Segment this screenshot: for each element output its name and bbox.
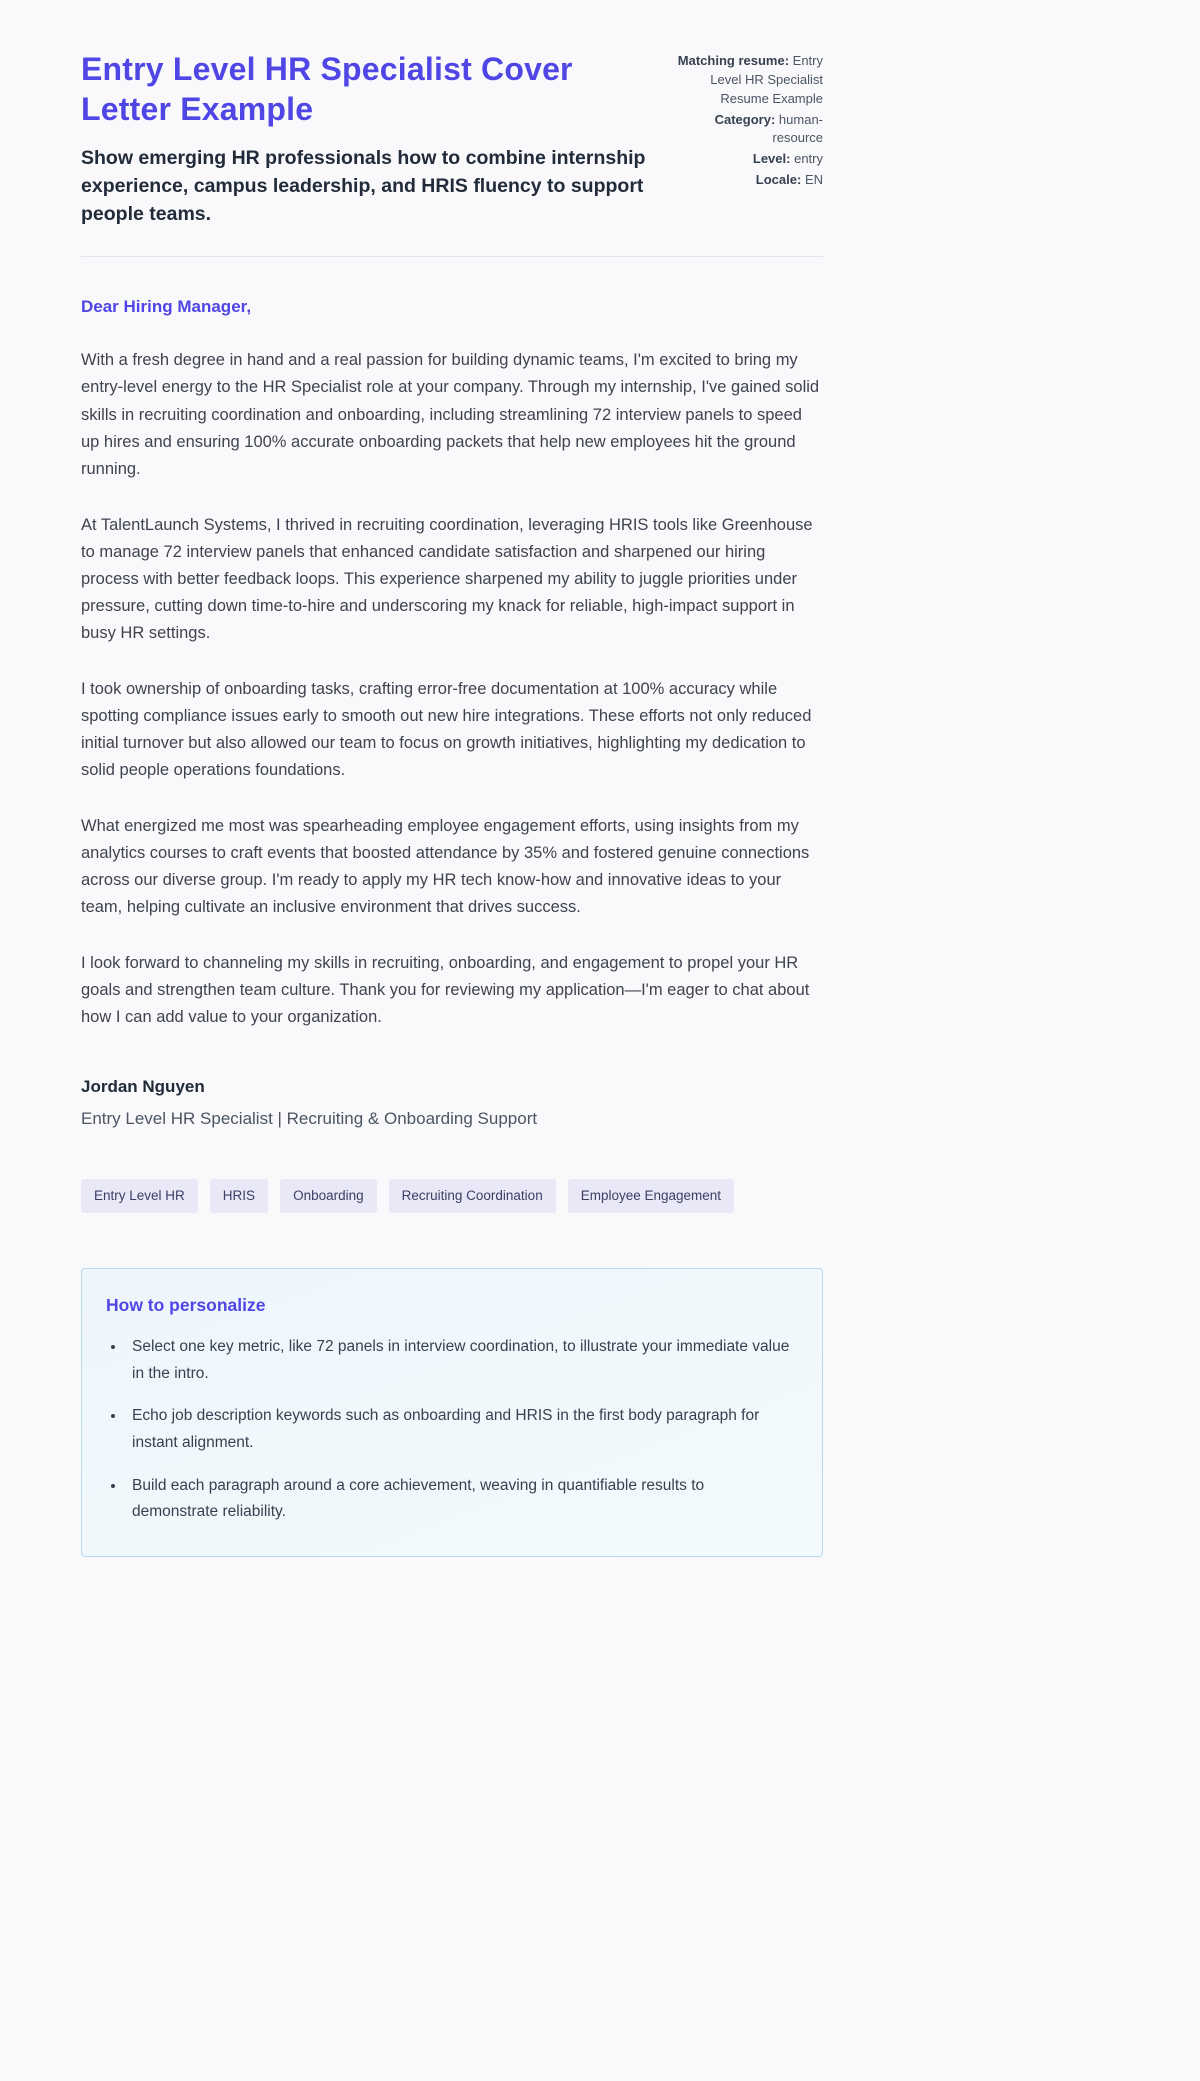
tag-onboarding[interactable]: Onboarding (280, 1179, 377, 1213)
letter-paragraph-1: With a fresh degree in hand and a real passion for building dynamic teams, I'm excited to bring my entry-level energy to the HR Specialist role at your company. Through my internship, I've gained solid skills in recruiting coordination and onboarding, including streamlining 72 interview panels to speed up hires and ensuring 100% accurate onboarding packets that help new employees hit the ground running. (81, 351, 820, 478)
tip-item-1: • Select one key metric, like 72 panels in interview coordination, to illustrate your immediate value in the intro. (126, 1334, 794, 1387)
meta-label: Locale: (755, 172, 802, 188)
meta-label: Matching resume: (677, 53, 790, 68)
meta-value: Entry Level HR Specialist Resume Example (710, 53, 823, 106)
meta-value: entry (794, 151, 823, 167)
meta-category (671, 111, 823, 149)
page-subtitle: Show emerging HR professionals how to combine internship experience, campus leadership, and HRIS fluency to support people teams. (81, 147, 646, 225)
tip-item-2: • Echo job description keywords such as onboarding and HRIS in the first body paragraph for instant alignment. (126, 1403, 794, 1456)
meta-matching-resume (671, 52, 823, 109)
meta-value: human-resource (772, 111, 823, 146)
letter-paragraph-4: What energized me most was spearheading employee engagement efforts, using insights from my analytics courses to craft events that boosted attendance by 35% and fostered genuine connections across our diverse group. I'm ready to apply my HR tech know-how and innovative ideas to your team, helping cultivate an inclusive environment that drives success. (81, 817, 810, 917)
meta-level (671, 150, 823, 169)
header-title-block (81, 50, 653, 228)
tip-item-3: • Build each paragraph around a core achievement, weaving in quantifiable results to demonstrate reliability. (126, 1473, 794, 1526)
signature-name: Jordan Nguyen (81, 1077, 205, 1097)
meta-locale (671, 171, 823, 190)
letter-paragraph-3: I took ownership of onboarding tasks, crafting error-free documentation at 100% accuracy while spotting compliance issues early to smooth out new hire integrations. These efforts not only reduced initial turnover but also allowed our team to focus on growth initiatives, highlighting my dedication to solid people operations foundations. (81, 679, 812, 780)
letter-paragraph-2: At TalentLaunch Systems, I thrived in recruiting coordination, leveraging HRIS tools like Greenhouse to manage 72 interview panels that enhanced candidate satisfaction and sharpened our hiring process with better feedback loops. This experience sharpened my ability to juggle priorities under pressure, cutting down time-to-hire and underscoring my knack for reliable, high-impact support in busy HR settings. (81, 515, 813, 642)
header-divider (81, 256, 823, 257)
salutation: Dear Hiring Manager, (81, 297, 252, 317)
signature-role: Entry Level HR Specialist | Recruiting & Onboarding Support (81, 1109, 538, 1129)
letter-paragraph-5: I look forward to channeling my skills in recruiting, onboarding, and engagement to propel your HR goals and strengthen team culture. Thank you for reviewing my application—I'm eager to chat about how I can add value to your organization. (81, 954, 810, 1027)
header (81, 50, 823, 228)
tag-entry-level-hr[interactable]: Entry Level HR (81, 1179, 198, 1213)
meta-label: Category: (714, 111, 776, 127)
page-title: Entry Level HR Specialist Cover Letter Example (81, 51, 573, 127)
meta-panel (671, 50, 823, 192)
tips-heading: How to personalize (106, 1294, 266, 1315)
meta-value: EN (804, 172, 823, 188)
tips-panel (81, 1268, 823, 1557)
tag-recruiting-coordination[interactable]: Recruiting Coordination (389, 1179, 556, 1213)
tag-hris[interactable]: HRIS (210, 1179, 268, 1213)
tag-list (81, 1179, 823, 1213)
content-container (81, 0, 823, 1557)
tips-list (106, 1334, 794, 1526)
tag-employee-engagement[interactable]: Employee Engagement (568, 1179, 734, 1213)
cover-letter-body (81, 297, 823, 1129)
meta-label: Level: (752, 151, 791, 167)
